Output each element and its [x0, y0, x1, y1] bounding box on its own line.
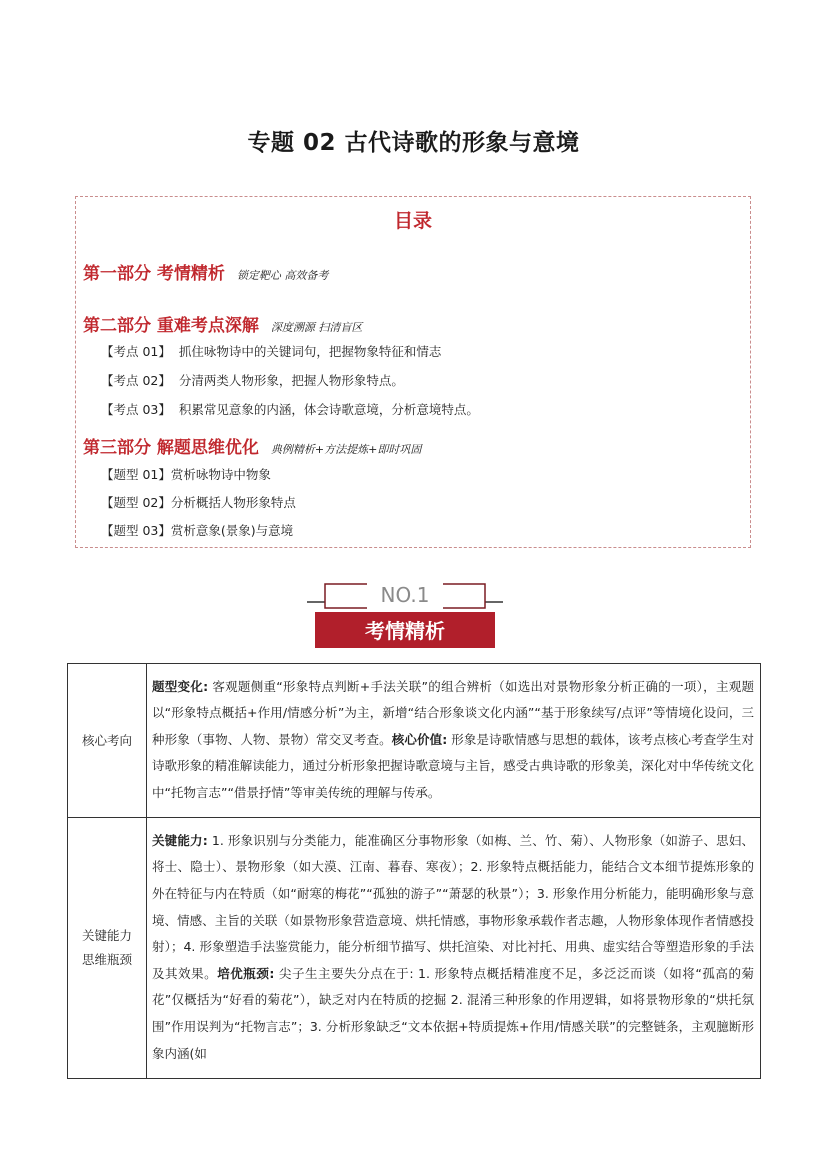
toc-item-tag: 【考点 01】: [101, 344, 171, 359]
toc-item-tag: 【题型 03】: [101, 523, 171, 538]
toc-part-subtitle: 典例精析+方法提炼+即时巩固: [270, 443, 422, 456]
toc-kaodian-3[interactable]: [101, 400, 479, 418]
content-text: 1. 形象识别与分类能力，能准确区分事物形象（如梅、兰、竹、菊）、人物形象（如游子、思妇、将士、隐士）、景物形象（如大漠、江南、暮春、寒夜）；2. 形象特点概括能力，能结合文本细节提炼形象的外在特征与内在特质（如“耐寒的梅花”“孤独的游子”“萧瑟的秋景”）；3. 形象作用分析能力，能明确形象与意境、情感、主旨的关联（如景物形象营造意境、烘托情感，事物形象承载作者志趣，人物形象体现作者情感投射）；4. 形象塑造手法鉴赏能力，能分析细节描写、烘托渲染、对比衬托、用典、虚实结合等塑造形象的手法及其效果。: [152, 832, 755, 981]
toc-part-title: 第一部分 考情精析: [83, 264, 225, 284]
content-text: 客观题侧重“形象特点判断+手法关联”的组合辨析（如选出对景物形象分析正确的一项），主观题以“形象特点概括+作用/情感分析”为主，新增“结合形象谈文化内涵”“基于形象续写/点评”等情境化设问，三种形象（事物、人物、景物）常交叉考查。: [152, 678, 755, 747]
content-bold-label: 核心价值:: [391, 731, 448, 747]
toc-tixing-1[interactable]: [101, 465, 271, 483]
section-banner: [305, 578, 505, 652]
toc-item-tag: 【题型 02】: [101, 495, 171, 510]
page-title: 专题 02 古代诗歌的形象与意境: [247, 130, 580, 156]
row-header: [68, 664, 147, 818]
toc-item-text: 赏析意象(景象)与意境: [170, 523, 294, 538]
banner-label: 考情精析: [365, 619, 445, 643]
banner-number: NO.1: [380, 583, 430, 607]
row-header-text: 核心考向: [81, 732, 132, 748]
toc-part-subtitle: 深度溯源 扫清盲区: [270, 321, 363, 334]
toc-heading: 目录: [393, 210, 432, 232]
toc-part-1[interactable]: [83, 259, 328, 284]
row-content: [147, 664, 761, 818]
toc-tixing-2[interactable]: [101, 493, 296, 511]
toc-item-text: 分清两类人物形象，把握人物形象特点。: [178, 373, 404, 388]
content-bold-label: 培优瓶颈:: [217, 965, 275, 981]
toc-item-tag: 【考点 03】: [101, 402, 171, 417]
toc-part-subtitle: 锁定靶心 高效备考: [236, 269, 329, 282]
table-row: [68, 818, 761, 1079]
row-header-text: 思维瓶颈: [81, 952, 132, 967]
toc-item-tag: 【题型 01】: [101, 467, 171, 482]
toc-item-text: 积累常见意象的内涵，体会诗歌意境，分析意境特点。: [178, 402, 479, 417]
content-bold-label: 题型变化:: [152, 678, 209, 694]
toc-part-title: 第二部分 重难考点深解: [83, 316, 259, 336]
row-header: [68, 818, 147, 1079]
toc-part-2[interactable]: [83, 311, 362, 336]
toc-item-text: 抓住咏物诗中的关键词句，把握物象特征和情志: [178, 344, 442, 359]
toc-item-tag: 【考点 02】: [101, 373, 171, 388]
toc-part-3[interactable]: [83, 433, 421, 458]
analysis-table: [67, 663, 761, 1079]
content-text: 形象是诗歌情感与思想的载体，该考点核心考查学生对诗歌形象的精准解读能力，通过分析形象把握诗歌意境与主旨，感受古典诗歌的形象美，深化对中华传统文化中“托物言志”“借景抒情”等审美传统的理解与传承。: [152, 731, 754, 800]
table-of-contents: [75, 196, 751, 548]
row-header-text: 关键能力: [81, 928, 132, 943]
toc-item-text: 赏析咏物诗中物象: [170, 467, 271, 482]
toc-kaodian-1[interactable]: [101, 342, 441, 360]
table-row: [68, 664, 761, 818]
toc-part-title: 第三部分 解题思维优化: [83, 438, 259, 458]
toc-item-text: 分析概括人物形象特点: [170, 495, 296, 510]
toc-kaodian-2[interactable]: [101, 371, 404, 389]
content-text: 尖子生主要失分点在于: 1. 形象特点概括精准度不足，多泛泛而谈（如将“孤高的菊花”仅概括为“好看的菊花”），缺乏对内在特质的挖掘 2. 混淆三种形象的作用逻辑，如将景物形象的“烘托氛围”作用误判为“托物言志”；3. 分析形象缺乏“文本依据+特质提炼+作用/情感关联”的完整链条，主观臆断形象内涵(如: [152, 965, 754, 1061]
toc-tixing-3[interactable]: [101, 521, 293, 539]
row-content: [147, 818, 761, 1079]
content-bold-label: 关键能力:: [152, 832, 208, 848]
